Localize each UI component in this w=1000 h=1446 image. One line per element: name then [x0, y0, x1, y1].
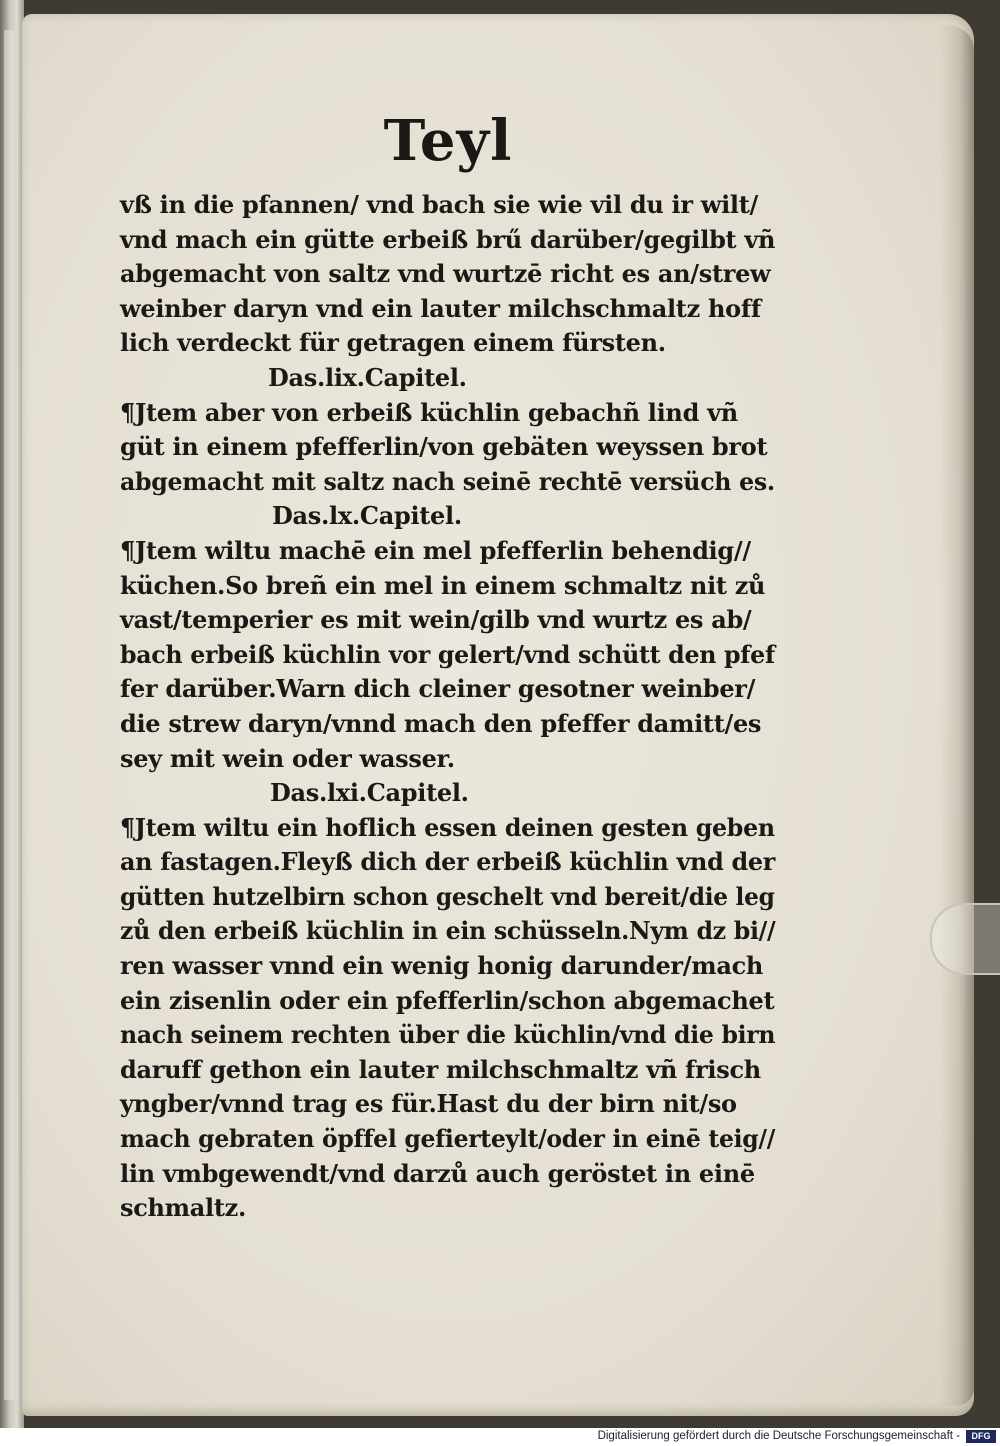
text-line: die strew daryn/vnnd mach den pfeffer damitt/es	[120, 708, 762, 738]
footer-bar	[0, 1428, 1000, 1446]
text-line: ¶Jtem aber von erbeiß küchlin gebachñ lind vñ	[120, 397, 738, 427]
page-fore-edge	[940, 26, 974, 1406]
text-line: vß in die pfannen/ vnd bach sie wie vil du ir wilt/	[120, 190, 758, 219]
text-line: vast/temperier es mit wein/gilb vnd wurtz es ab/	[120, 605, 752, 635]
text-line: sey mit wein oder wasser.	[120, 743, 455, 773]
text-line: ¶Jtem wiltu ein hoflich essen deinen gesten geben	[120, 812, 775, 842]
text-line: daruff gethon ein lauter milchschmaltz vñ frisch	[120, 1054, 761, 1084]
text-line: vnd mach ein gütte erbeiß brű darüber/gegilbt vñ	[120, 224, 776, 254]
text-line: yngber/vnnd trag es für.Hast du der birn nit/so	[120, 1089, 737, 1119]
text-line: ein zisenlin oder ein pfefferlin/schon abgemachet	[120, 985, 775, 1015]
chapter-heading: Das.lxi.Capitel.	[270, 778, 469, 808]
text-line: weinber daryn vnd ein lauter milchschmaltz hoff	[120, 293, 761, 323]
text-line: küchen.So breñ ein mel in einem schmaltz nit zů	[120, 570, 766, 600]
text-line: lich verdeckt für getragen einem fürsten.	[120, 328, 666, 358]
text-line: abgemacht von saltz vnd wurtzē richt es an/strew	[120, 259, 771, 289]
text-line: mach gebraten öpffel gefierteylt/oder in einē teig//	[120, 1124, 775, 1154]
text-line: schmaltz.	[120, 1193, 247, 1223]
text-line: abgemacht mit saltz nach seinē rechtē versüch es.	[120, 466, 775, 496]
page-tab-marker	[930, 903, 1000, 975]
chapter-heading: Das.lix.Capitel.	[268, 362, 467, 392]
page-heading: Teyl	[383, 108, 513, 174]
text-line: gütten hutzelbirn schon geschelt vnd bereit/die leg	[120, 881, 775, 911]
funding-credit: Digitalisierung gefördert durch die Deutsche Forschungsgemeinschaft -	[597, 1430, 960, 1442]
text-line: nach seinem rechten über die küchlin/vnd die birn	[120, 1020, 776, 1050]
body-text	[120, 188, 775, 1226]
dfg-logo: DFG	[966, 1430, 996, 1443]
chapter-heading: Das.lx.Capitel.	[272, 501, 462, 531]
text-line: bach erbeiß küchlin vor gelert/vnd schütt den pfef	[120, 639, 775, 669]
text-line: güt in einem pfefferlin/von gebäten weyssen brot	[120, 432, 768, 462]
text-line: zů den erbeiß küchlin in ein schüsseln.Nym dz bi//	[120, 916, 776, 946]
text-line: lin vmbgewendt/vnd darzů auch geröstet in einē	[120, 1158, 755, 1188]
previous-page-strip	[4, 30, 14, 1400]
text-line: fer darüber.Warn dich cleiner gesotner weinber/	[120, 674, 756, 704]
text-line: ¶Jtem wiltu machē ein mel pfefferlin behendig//	[120, 535, 751, 565]
text-line: an fastagen.Fleyß dich der erbeiß küchlin vnd der	[120, 847, 775, 877]
text-line: ren wasser vnnd ein wenig honig darunder/mach	[120, 951, 764, 981]
